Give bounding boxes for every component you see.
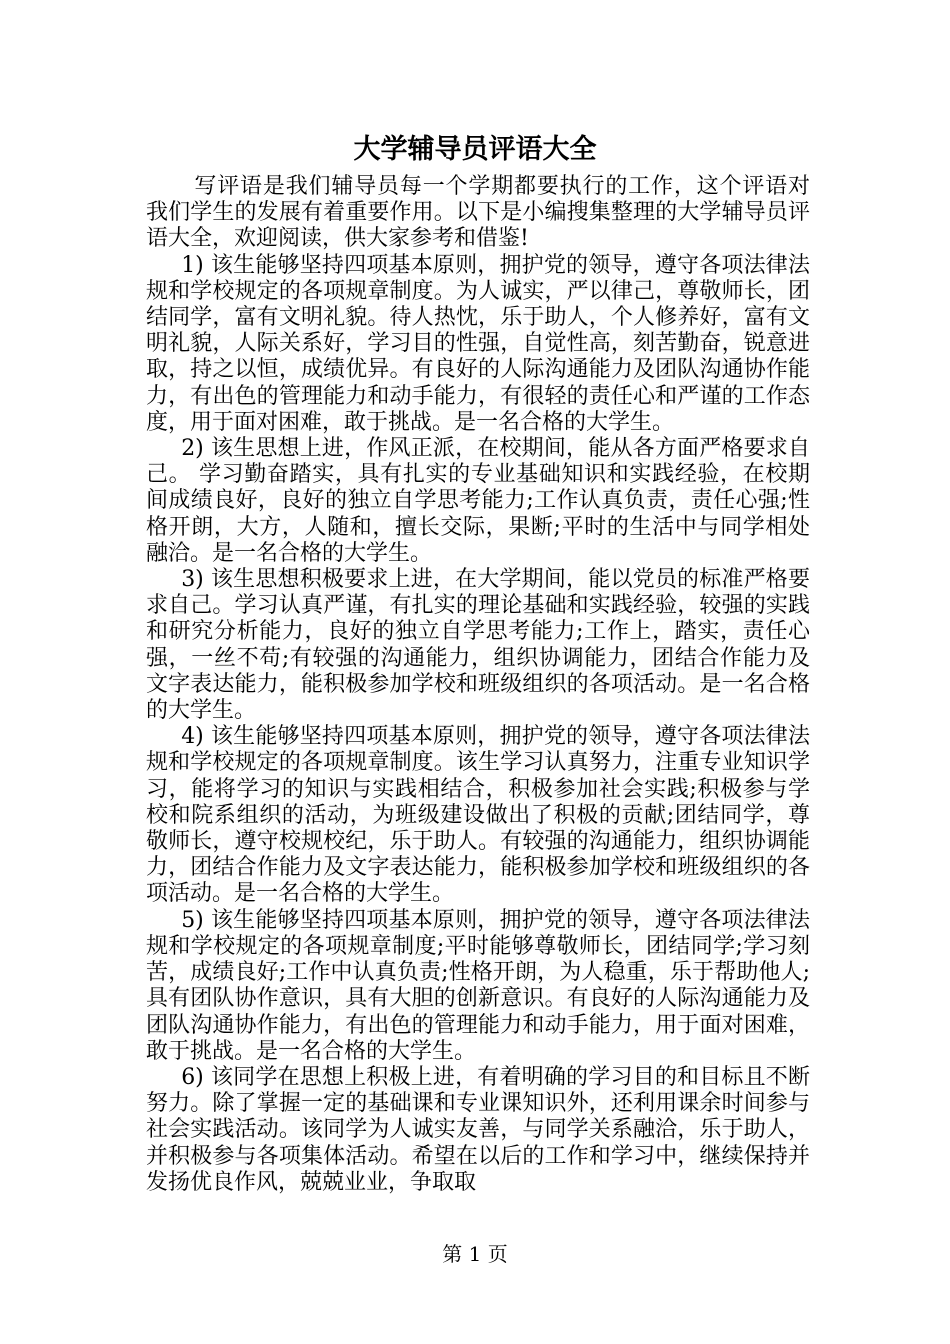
intro-paragraph: 写评语是我们辅导员每一个学期都要执行的工作，这个评语对我们学生的发展有着重要作用。以下是小编搜集整理的大学辅导员评语大全，欢迎阅读，供大家参考和借鉴! — [146, 174, 810, 252]
comment-paragraph-4: 4) 该生能够坚持四项基本原则，拥护党的领导，遵守各项法律法规和学校规定的各项规章制度。该生学习认真努力，注重专业知识学习，能将学习的知识与实践相结合，积极参加社会实践;积极参与学校和院系组织的活动，为班级建设做出了积极的贡献;团结同学，尊敬师长，遵守校规校纪，乐于助人。有较强的沟通能力，组织协调能力，团结合作能力及文字表达能力，能积极参加学校和班级组织的各项活动。是一名合格的大学生。 — [146, 724, 810, 907]
page-number: 第 1 页 — [442, 1242, 508, 1266]
comment-paragraph-2: 2) 该生思想上进，作风正派，在校期间，能从各方面严格要求自己。 学习勤奋踏实，具有扎实的专业基础知识和实践经验，在校期间成绩良好，良好的独立自学思考能力;工作认真负责，责任心强;性格开朗，大方，人随和，擅长交际，果断;平时的生活中与同学相处融洽。是一名合格的大学生。 — [146, 436, 810, 566]
comment-paragraph-3: 3) 该生思想积极要求上进，在大学期间，能以党员的标准严格要求自己。学习认真严谨，有扎实的理论基础和实践经验，较强的实践和研究分析能力，良好的独立自学思考能力;工作上，踏实，责任心强，一丝不苟;有较强的沟通能力，组织协调能力，团结合作能力及文字表达能力，能积极参加学校和班级组织的各项活动。是一名合格的大学生。 — [146, 567, 810, 724]
comment-paragraph-6: 6) 该同学在思想上积极上进，有着明确的学习目的和目标且不断努力。除了掌握一定的基础课和专业课知识外，还利用课余时间参与社会实践活动。该同学为人诚实友善，与同学关系融洽，乐于助人，并积极参与各项集体活动。希望在以后的工作和学习中，继续保持并发扬优良作风，兢兢业业，争取取 — [146, 1064, 810, 1195]
comment-paragraph-5: 5) 该生能够坚持四项基本原则，拥护党的领导，遵守各项法律法规和学校规定的各项规章制度;平时能够尊敬师长，团结同学;学习刻苦，成绩良好;工作中认真负责;性格开朗，为人稳重，乐于帮助他人;具有团队协作意识，具有大胆的创新意识。有良好的人际沟通能力及团队沟通协作能力，有出色的管理能力和动手能力，用于面对困难，敢于挑战。是一名合格的大学生。 — [146, 907, 810, 1064]
document-body — [146, 174, 810, 1196]
document-title: 大学辅导员评语大全 — [353, 134, 597, 165]
comment-paragraph-1: 1) 该生能够坚持四项基本原则，拥护党的领导，遵守各项法律法规和学校规定的各项规章制度。为人诚实，严以律己，尊敬师长，团结同学，富有文明礼貌。待人热忱，乐于助人，个人修养好，富有文明礼貌，人际关系好，学习目的性强，自觉性高，刻苦勤奋，锐意进取，持之以恒，成绩优异。有良好的人际沟通能力及团队沟通协作能力，有出色的管理能力和动手能力，有很轻的责任心和严谨的工作态度，用于面对困难，敢于挑战。是一名合格的大学生。 — [146, 252, 810, 435]
